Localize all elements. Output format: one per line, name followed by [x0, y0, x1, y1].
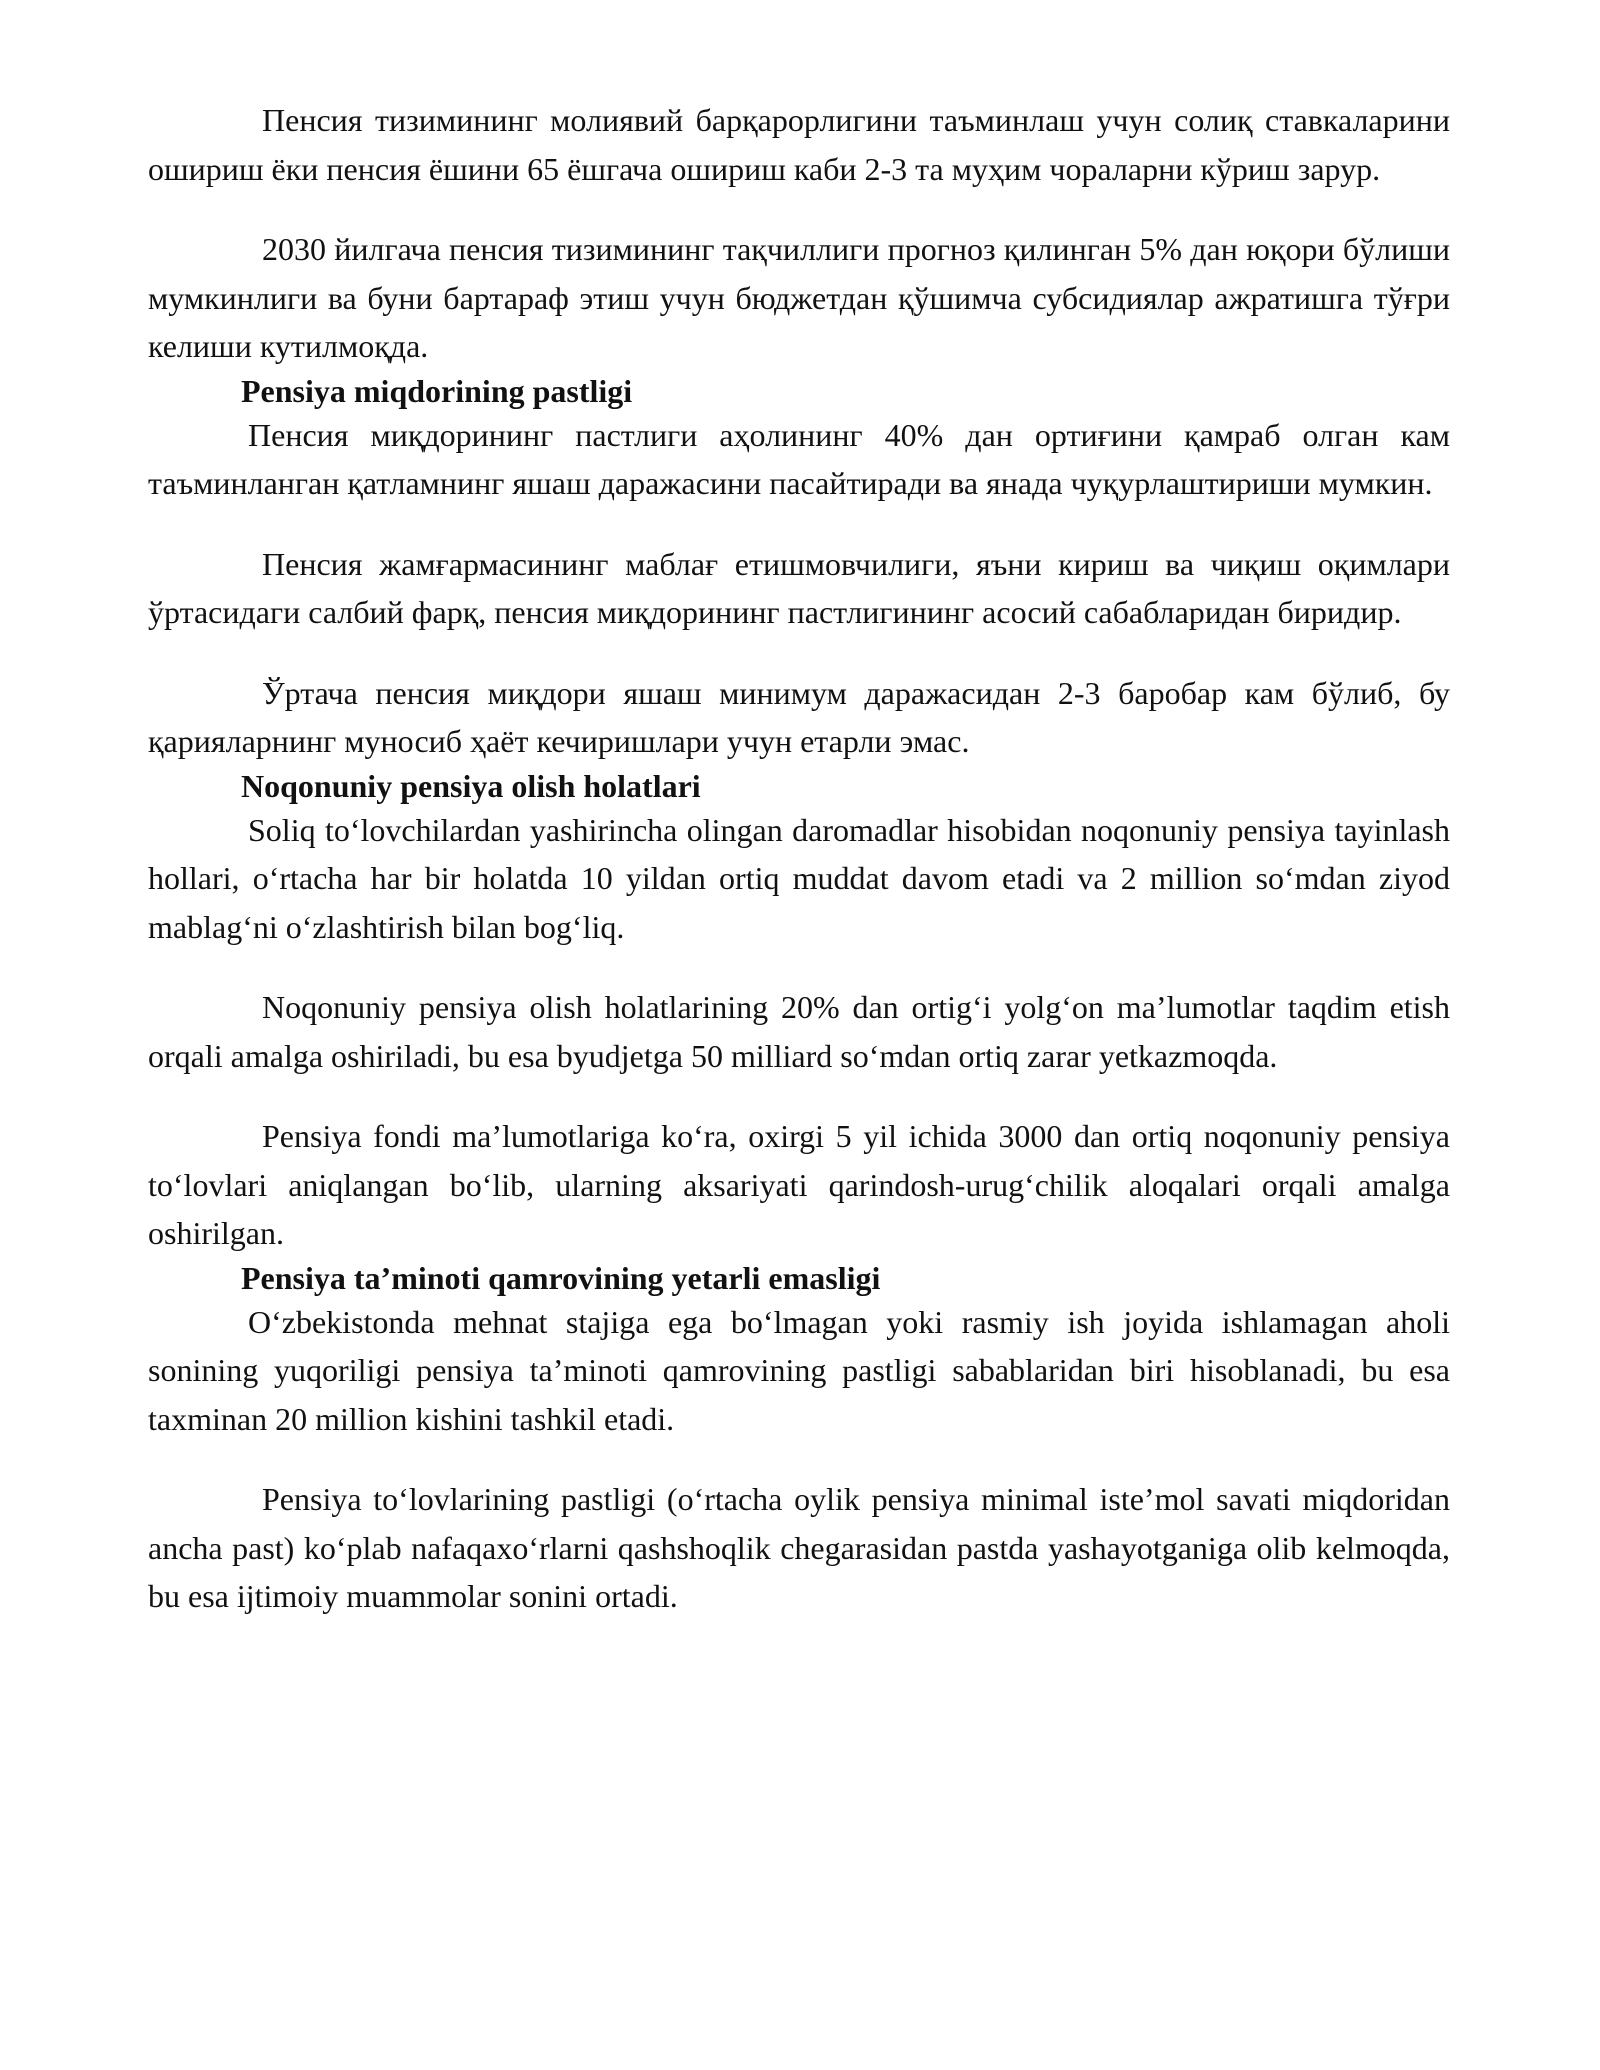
paragraph-low-pension-population: Пенсия миқдорининг пастлиги аҳолининг 40% дан ортиғини қамраб олган кам таъминланган қатламнинг яшаш даражасини пасайтиради ва янада чуқурлаштириши мумкин.	[148, 416, 1450, 501]
heading-illegal-pension: Noqonuniy pensiya olish holatlari	[241, 767, 701, 804]
heading-low-pension: Pensiya miqdorining pastligi	[241, 372, 633, 409]
paragraph-average-pension: Ўртача пенсия миқдори яшаш минимум даражасидан 2-3 баробар кам бўлиб, бу қарияларнинг муносиб ҳаёт кечиришлари учун етарли эмас.	[148, 674, 1450, 759]
paragraph-coverage-population: O‘zbekistonda mehnat stajiga ega bo‘lmagan yoki rasmiy ish joyida ishlamagan aholi sonining yuqoriligi pensiya ta’minoti qamrovining pastligi sabablaridan biri hisoblanadi, bu esa taxminan 20 million kishini tashkil etadi.	[148, 1303, 1450, 1437]
paragraph-fund-shortage: Пенсия жамғармасининг маблағ етишмовчилиги, яъни кириш ва чиқиш оқимлари ўртасидаги салбий фарқ, пенсия миқдорининг пастлигининг асосий сабабларидан биридир.	[148, 545, 1450, 630]
document-page	[148, 96, 1450, 1621]
paragraph-tax-measures: Пенсия тизимининг молиявий барқарорлигини таъминлаш учун солиқ ставкаларини ошириш ёки пенсия ёшини 65 ёшгача ошириш каби 2-3 та муҳим чораларни кўриш зарур.	[148, 102, 1450, 187]
paragraph-illegal-assignment: Soliq to‘lovchilardan yashirincha olingan daromadlar hisobidan noqonuniy pensiya tayinlash hollari, o‘rtacha har bir holatda 10 yildan ortiq muddat davom etadi va 2 million so‘mdan ziyod mablag‘ni o‘zlashtirish bilan bog‘liq.	[148, 811, 1450, 945]
paragraph-fund-statistics: Pensiya fondi ma’lumotlariga ko‘ra, oxirgi 5 yil ichida 3000 dan ortiq noqonuniy pensiya to‘lovlari aniqlangan bo‘lib, ularning aksariyati qarindosh-urug‘chilik aloqalari orqali amalga oshirilgan.	[148, 1118, 1450, 1251]
paragraph-false-data: Noqonuniy pensiya olish holatlarining 20% dan ortig‘i yolg‘on ma’lumotlar taqdim etish orqali amalga oshiriladi, bu esa byudjetga 50 milliard so‘mdan ortiq zarar yetkazmoqda.	[148, 989, 1450, 1074]
paragraph-low-payments: Pensiya to‘lovlarining pastligi (o‘rtacha oylik pensiya minimal iste’mol savati miqdoridan ancha past) ko‘plab nafaqaxo‘rlarni qashshoqlik chegarasidan pastda yashayotganiga olib kelmoqda, bu esa ijtimoiy muammolar sonini ortadi.	[148, 1481, 1450, 1614]
paragraph-deficit-forecast: 2030 йилгача пенсия тизимининг тақчиллиги прогноз қилинган 5% дан юқори бўлиши мумкинлиги ва буни бартараф этиш учун бюджетдан қўшимча субсидиялар ажратишга тўғри келиши кутилмоқда.	[148, 231, 1450, 364]
heading-coverage: Pensiya ta’minoti qamrovining yetarli emasligi	[241, 1259, 881, 1296]
